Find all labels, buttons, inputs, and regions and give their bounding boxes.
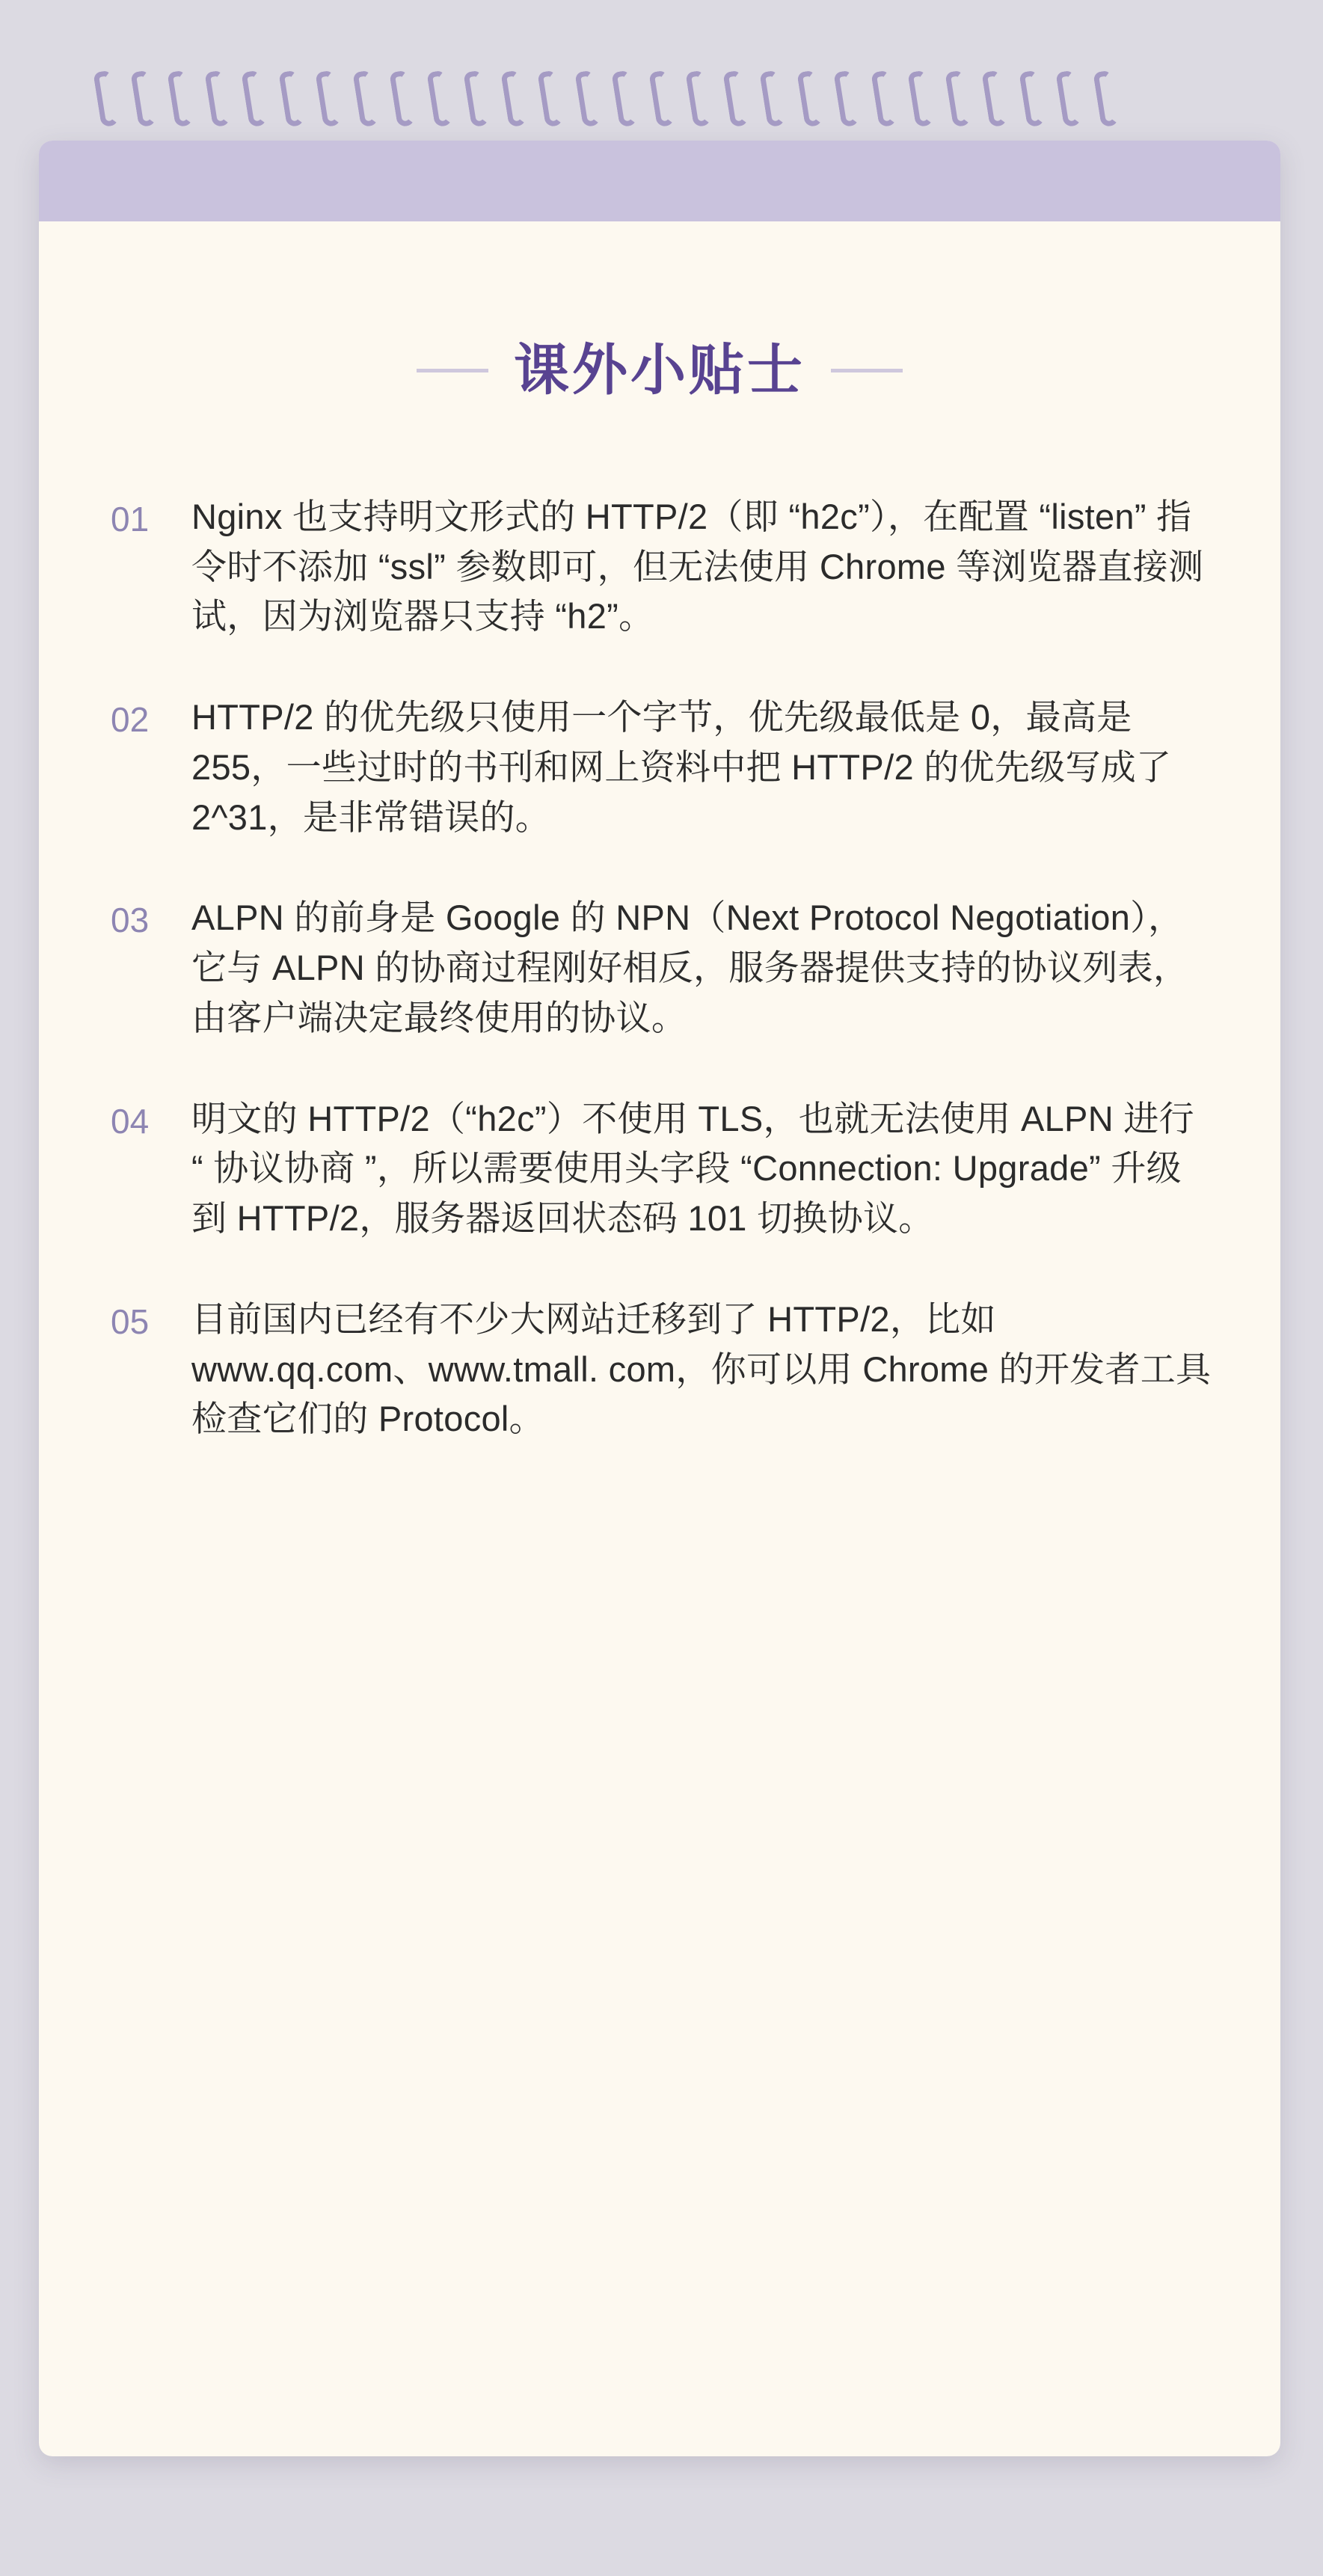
spiral-ring-icon xyxy=(352,70,378,128)
spiral-ring-icon xyxy=(130,70,156,128)
list-item-number: 03 xyxy=(111,901,150,940)
spiral-ring-icon xyxy=(537,70,563,128)
spiral-ring-icon xyxy=(981,70,1007,128)
spiral-ring-icon xyxy=(722,70,749,128)
spiral-ring-icon xyxy=(907,70,933,128)
spiral-ring-icon xyxy=(759,70,785,128)
title-rule-right xyxy=(831,369,903,372)
list-item-number: 02 xyxy=(111,700,150,740)
spiral-ring-icon xyxy=(426,70,452,128)
tips-list xyxy=(39,492,1280,1495)
spiral-ring-icon xyxy=(871,70,897,128)
spiral-ring-icon xyxy=(1019,70,1045,128)
spiral-ring-icon xyxy=(93,70,119,128)
spiral-ring-icon xyxy=(278,70,304,128)
list-item-text: Nginx 也支持明文形式的 HTTP/2（即 “h2c”），在配置 “listen” 指令时不添加 “ssl” 参数即可，但无法使用 Chrome 等浏览器直接测试，因为浏览器只支持 “h2”。 xyxy=(191,497,1204,637)
list-item-number: 01 xyxy=(111,500,150,539)
list-item xyxy=(111,893,1212,1043)
page-title: 课外小贴士 xyxy=(514,339,805,401)
list-item-number: 05 xyxy=(111,1301,150,1341)
list-item-text: 明文的 HTTP/2（“h2c”）不使用 TLS，也就无法使用 ALPN 进行 “ 协议协商 ”，所以需要使用头字段 “Connection: Upgrade” 升级到 HTTP/2，服务器返回状态码 101 切换协议。 xyxy=(191,1098,1194,1239)
list-item-number: 04 xyxy=(111,1101,150,1141)
list-item xyxy=(111,693,1212,842)
spiral-ring-icon xyxy=(241,70,267,128)
list-item xyxy=(111,1295,1212,1444)
spiral-ring-icon xyxy=(1055,70,1081,128)
spiral-ring-icon xyxy=(833,70,859,128)
spiral-ring-icon xyxy=(167,70,193,128)
spiral-ring-icon xyxy=(574,70,601,128)
spiral-ring-icon xyxy=(1093,70,1119,128)
list-item-text: ALPN 的前身是 Google 的 NPN（Next Protocol Negotiation），它与 ALPN 的协商过程刚好相反，服务器提供支持的协议列表，由客户端决定最终使用的协议。 xyxy=(191,898,1189,1037)
spiral-ring-icon xyxy=(945,70,971,128)
notebook-card xyxy=(39,141,1280,2456)
list-item-text: 目前国内已经有不少大网站迁移到了 HTTP/2，比如 www.qq.com、www.tmall. com，你可以用 Chrome 的开发者工具检查它们的 Protocol。 xyxy=(191,1298,1212,1439)
spiral-ring-icon xyxy=(315,70,341,128)
spiral-ring-icon xyxy=(611,70,637,128)
spiral-ring-icon xyxy=(685,70,711,128)
spiral-ring-icon xyxy=(204,70,230,128)
title-rule-left xyxy=(417,369,488,372)
spiral-binding xyxy=(39,71,1280,161)
page-title-row xyxy=(39,339,1280,401)
spiral-ring-icon xyxy=(648,70,675,128)
spiral-ring-icon xyxy=(389,70,415,128)
spiral-ring-icon xyxy=(463,70,489,128)
list-item xyxy=(111,1094,1212,1244)
spiral-ring-icon xyxy=(500,70,527,128)
spiral-ring-icon xyxy=(796,70,823,128)
list-item-text: HTTP/2 的优先级只使用一个字节，优先级最低是 0，最高是 255，一些过时的书刊和网上资料中把 HTTP/2 的优先级写成了 2^31，是非常错误的。 xyxy=(191,697,1172,837)
list-item xyxy=(111,492,1212,642)
